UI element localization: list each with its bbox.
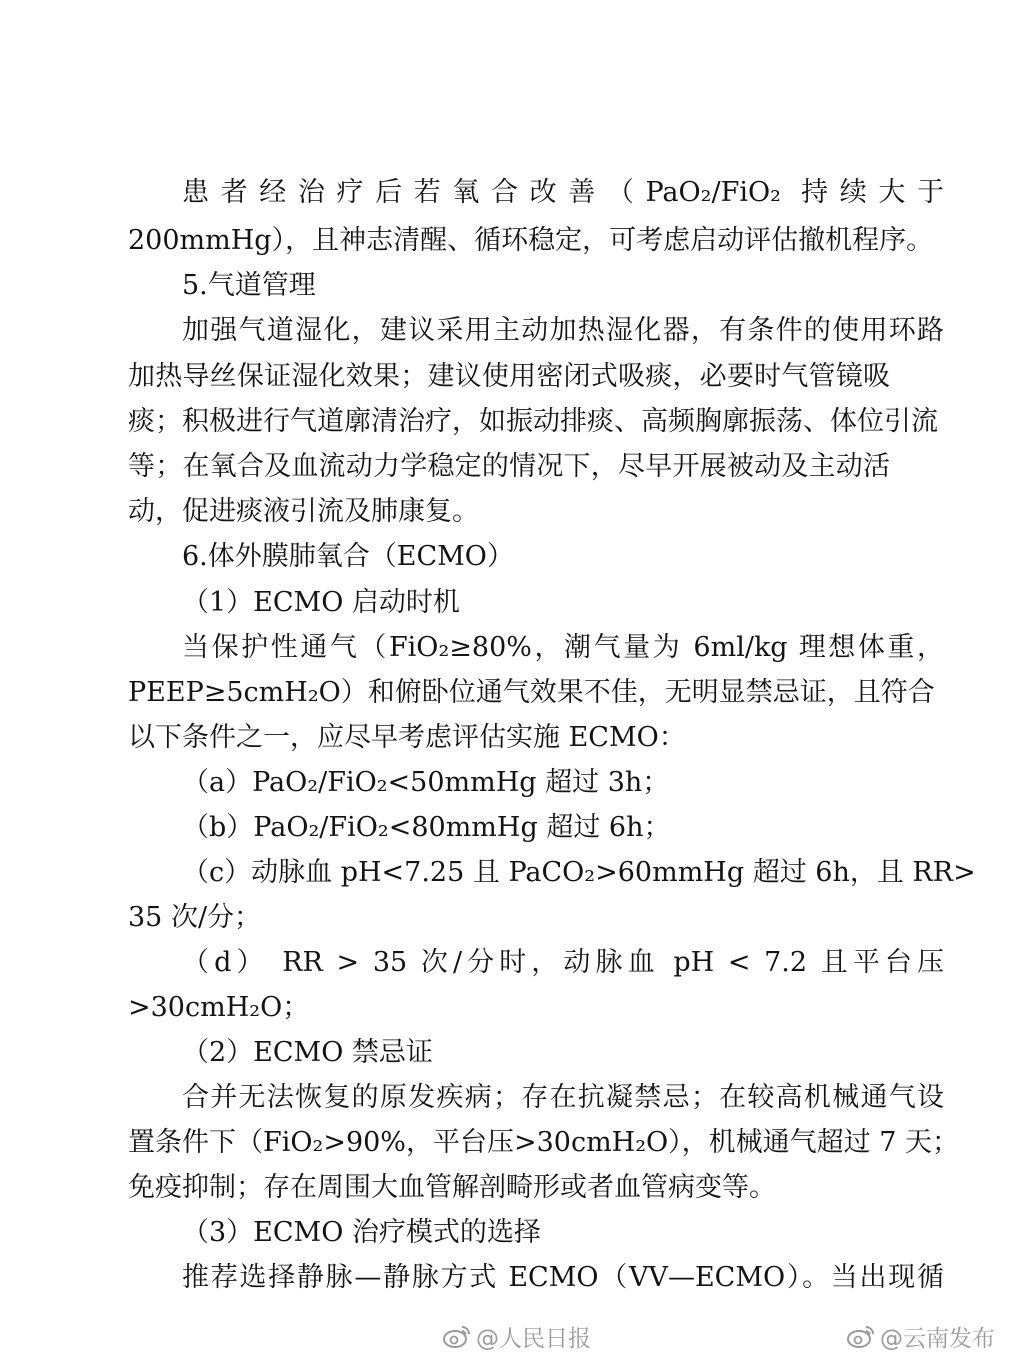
text-line: 35 次/分； bbox=[128, 902, 262, 933]
list-item: （b）PaO₂/FiO₂<80mmHg 超过 6h； bbox=[182, 812, 671, 843]
text-line: 加热导丝保证湿化效果；建议使用密闭式吸痰，必要时气管镜吸 bbox=[128, 361, 890, 392]
list-item: （c）动脉血 pH<7.25 且 PaCO₂>60mmHg 超过 6h，且 RR> bbox=[182, 857, 976, 888]
list-item: （d） RR > 35 次/分时，动脉血 pH < 7.2 且平台压 bbox=[182, 947, 944, 978]
watermark-text: @云南发布 bbox=[880, 1325, 995, 1352]
weibo-icon bbox=[846, 1323, 876, 1349]
watermark-text: @人民日报 bbox=[476, 1325, 591, 1352]
subsection-heading: （2）ECMO 禁忌证 bbox=[182, 1037, 433, 1068]
text-line: 200mmHg），且神志清醒、循环稳定，可考虑启动评估撤机程序。 bbox=[128, 225, 934, 256]
text-line: 免疫抑制；存在周围大血管解剖畸形或者血管病变等。 bbox=[128, 1172, 776, 1203]
text-line: 推荐选择静脉—静脉方式 ECMO（VV—ECMO）。当出现循 bbox=[182, 1262, 944, 1293]
text-line: 等；在氧合及血流动力学稳定的情况下，尽早开展被动及主动活 bbox=[128, 451, 890, 482]
text-line: 动，促进痰液引流及肺康复。 bbox=[128, 496, 479, 527]
section-heading: 6.体外膜肺氧合（ECMO） bbox=[182, 541, 514, 572]
text-line: PEEP≥5cmH₂O）和俯卧位通气效果不佳，无明显禁忌证，且符合 bbox=[128, 677, 935, 708]
list-item: （a）PaO₂/FiO₂<50mmHg 超过 3h； bbox=[182, 767, 670, 798]
watermark-renmin bbox=[442, 1321, 591, 1351]
text-line: 置条件下（FiO₂>90%，平台压>30cmH₂O），机械通气超过 7 天； bbox=[128, 1127, 960, 1158]
watermark-yunnan bbox=[846, 1321, 995, 1351]
subsection-heading: （3）ECMO 治疗模式的选择 bbox=[182, 1217, 541, 1248]
text-line: >30cmH₂O； bbox=[128, 992, 310, 1023]
text-line: 合并无法恢复的原发疾病；存在抗凝禁忌；在较高机械通气设 bbox=[182, 1082, 944, 1113]
text-line: 痰；积极进行气道廓清治疗，如振动排痰、高频胸廓振荡、体位引流 bbox=[128, 406, 938, 437]
text-line: 患者经治疗后若氧合改善（PaO₂/FiO₂ 持续大于 bbox=[182, 177, 944, 208]
section-heading: 5.气道管理 bbox=[182, 270, 316, 301]
text-line: 当保护性通气（FiO₂≥80%，潮气量为 6ml/kg 理想体重， bbox=[182, 632, 944, 663]
subsection-heading: （1）ECMO 启动时机 bbox=[182, 587, 460, 618]
weibo-icon bbox=[442, 1323, 472, 1349]
text-line: 加强气道湿化，建议采用主动加热湿化器，有条件的使用环路 bbox=[182, 315, 944, 346]
text-line: 以下条件之一，应尽早考虑评估实施 ECMO： bbox=[128, 722, 686, 753]
